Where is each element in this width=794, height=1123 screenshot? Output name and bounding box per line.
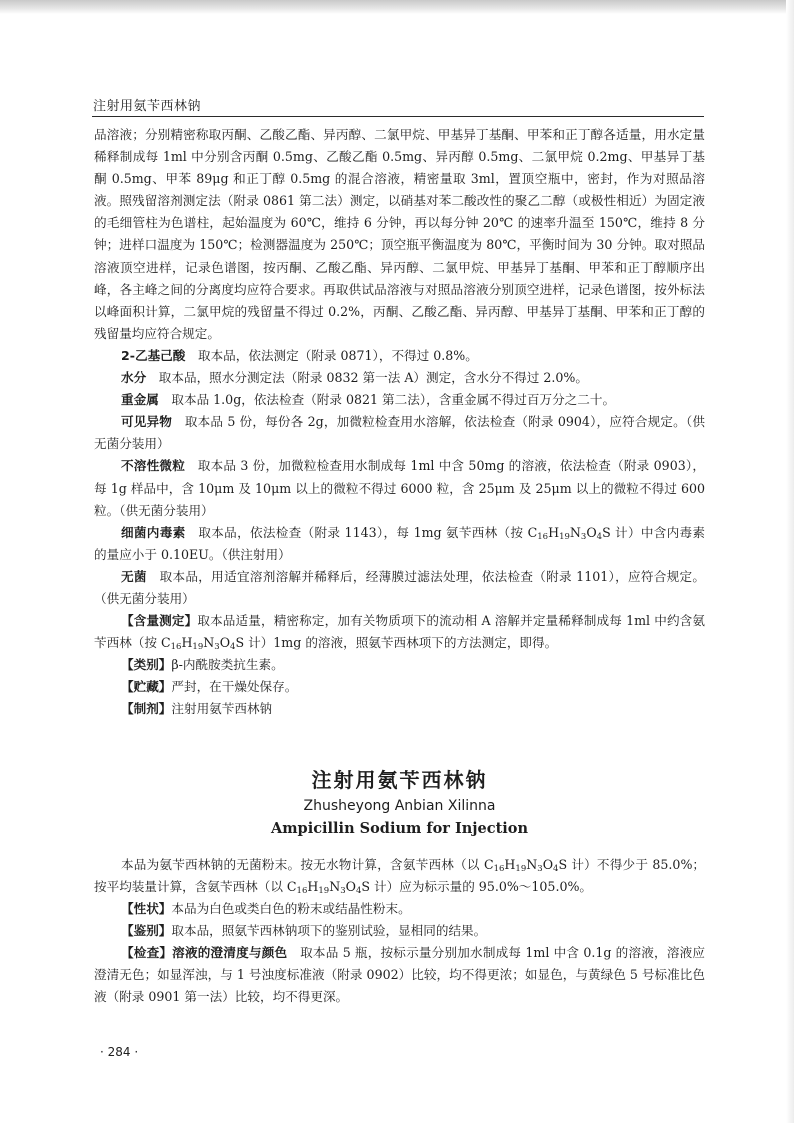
insoluble-particles-label: 不溶性微粒	[121, 458, 185, 474]
formula-c-sub: 16	[170, 642, 182, 653]
solvent-paragraph: 品溶液；分别精密称取丙酮、乙酸乙酯、异丙醇、二氯甲烷、甲基异丁基酮、甲苯和正丁醇各适量，用水定量稀释制成每 1ml 中分别含丙酮 0.5mg、乙酸乙酯 0.5mg、异丙醇 0.5mg、二氯甲烷 0.2mg、甲基异丁基酮 0.5mg、甲苯 89μg 和正丁醇 0.5mg 的混合溶液，精密量取 3ml，置顶空瓶中，密封，作为对照品溶液。照残留溶剂测定法（附录 0861 第二法）测定，以硝基对苯二酸改性的聚乙二醇（或极性相近）为固定液的毛细管柱为色谱柱，起始温度为 60℃，维持 6 分钟，再以每分钟 20℃ 的速率升温至 150℃，维持 8 分钟；进样口温度为 150℃；检测器温度为 250℃；顶空瓶平衡温度为 80℃，平衡时间为 30 分钟。取对照品溶液顶空进样，记录色谱图，按丙酮、乙酸乙酯、异丙醇、二氯甲烷、甲基异丁基酮、甲苯和正丁醇顺序出峰，各主峰之间的分离度均应符合要求。再取供试品溶液与对照品溶液分别顶空进样，记录色谱图，按外标法以峰面积计算，二氯甲烷的残留量不得过 0.2%，丙酮、乙酸乙酯、异丙醇、甲基异丁基酮、甲苯和正丁醇的残留量均应符合规定。	[94, 127, 705, 341]
formula-n-sub: 3	[537, 863, 543, 874]
endotoxin-text-b: 计）中含内毒素的量应小于 0.10EU。（供注射用）	[94, 524, 706, 562]
preparation-label: 【制剂】	[121, 701, 172, 717]
formula-o: O	[219, 635, 231, 651]
properties-text: 本品为白色或类白色的粉末或结晶性粉末。	[171, 900, 411, 916]
formula-o: O	[542, 856, 554, 872]
sterility-label: 无菌	[121, 568, 147, 584]
page-content	[94, 124, 705, 1008]
formula-n-sub: 3	[580, 531, 587, 542]
assay-text-a: 取本品适量，精密称定，加有关物质项下的流动相 A 溶解并定量稀释制成每 1ml 中约含氨苄西林（按 C	[94, 613, 705, 651]
scan-edge	[0, 0, 794, 14]
formula-c-sub: 16	[296, 885, 308, 896]
assay-label: 【含量测定】	[121, 613, 198, 629]
ethylhexanoic-acid-label: 2-乙基己酸	[121, 347, 186, 363]
visible-particles-test	[94, 411, 705, 455]
category-section	[94, 654, 705, 676]
monograph-title-block	[94, 766, 705, 840]
storage-section	[94, 676, 705, 698]
formula-o-sub: 4	[355, 885, 362, 896]
sterility-text: 取本品，用适宜溶剂溶解并稀释后，经薄膜过滤法处理，依法检查（附录 1101），应符合规定。（供无菌分装用）	[94, 568, 705, 606]
intro-text-a: 本品为氨苄西林钠的无菌粉末。按无水物计算，含氨苄西林（以 C	[121, 856, 494, 872]
formula-s: S	[558, 856, 568, 872]
formula-h-sub: 19	[192, 642, 204, 653]
identification-section	[94, 920, 705, 942]
tests-label: 【检查】	[121, 944, 173, 960]
page-number: · 284 ·	[100, 1045, 139, 1059]
formula-n: N	[569, 524, 581, 540]
formula-h-sub: 19	[515, 863, 527, 874]
header-rule	[92, 116, 704, 117]
endotoxin-text-a: 取本品，依法检查（附录 1143），每 1mg 氨苄西林（按 C	[198, 524, 538, 540]
storage-label: 【贮藏】	[121, 679, 172, 695]
monograph-title-english: Ampicillin Sodium for Injection	[270, 819, 529, 837]
formula-c-sub: 16	[537, 531, 549, 542]
formula-n-sub: 3	[214, 642, 220, 653]
clarity-label: 溶液的澄清度与颜色	[172, 944, 288, 960]
ethylhexanoic-acid-test	[94, 345, 705, 367]
category-text: β-内酰胺类抗生素。	[171, 657, 284, 673]
insoluble-particles-test	[94, 455, 705, 521]
formula-n: N	[526, 856, 538, 872]
running-header: 注射用氨苄西林钠	[93, 99, 202, 114]
water-text: 取本品，照水分测定法（附录 0832 第一法 A）测定，含水分不得过 2.0%。	[158, 370, 588, 386]
heavy-metal-test	[94, 389, 705, 411]
category-label: 【类别】	[121, 657, 172, 673]
assay-text-b: 计）1mg 的溶液，照氨苄西林项下的方法测定，即得。	[248, 635, 558, 651]
endotoxin-test	[94, 522, 705, 566]
properties-section	[94, 898, 705, 920]
clarity-text: 取本品 5 瓶，按标示量分别加水制成每 1ml 中含 0.1g 的溶液，溶液应澄清无色；如显浑浊，与 1 号浊度标准液（附录 0902）比较，均不得更浓；如显色，与黄绿色 5 号标准比色液（附录 0901 第一法）比较，均不得更深。	[94, 944, 706, 1005]
formula-o-sub: 4	[596, 531, 603, 542]
formula-c-sub: 16	[493, 863, 505, 874]
formula-o-sub: 4	[553, 863, 559, 874]
intro-text-c: 计）应为标示量的 95.0%～105.0%。	[374, 878, 593, 894]
formula-h: H	[307, 878, 319, 894]
properties-label: 【性状】	[121, 900, 172, 916]
formula-o: O	[345, 878, 356, 894]
identification-label: 【鉴别】	[121, 922, 172, 938]
preparation-section	[94, 698, 705, 720]
identification-text: 取本品，照氨苄西林钠项下的鉴别试验，显相同的结果。	[171, 922, 487, 938]
formula-o-sub: 4	[230, 642, 236, 653]
formula-h: H	[504, 856, 516, 872]
formula-n: N	[329, 878, 341, 894]
storage-text: 严封，在干燥处保存。	[171, 679, 298, 695]
preparation-text: 注射用氨苄西林钠	[171, 701, 273, 717]
visible-particles-label: 可见异物	[121, 414, 173, 430]
sterility-test	[94, 566, 705, 610]
insoluble-particles-text: 取本品 3 份，加微粒检查用水制成每 1ml 中含 50mg 的溶液，依法检查（附录 0903），每 1g 样品中，含 10μm 及 10μm 以上的微粒不得过 6000 粒，含 25μm 及 25μm 以上的微粒不得过 600 粒。（供无菌分装用）	[94, 458, 706, 518]
water-label: 水分	[121, 370, 147, 386]
water-test	[94, 367, 705, 389]
ethylhexanoic-acid-text: 取本品，依法测定（附录 0871），不得过 0.8%。	[197, 347, 478, 363]
endotoxin-label: 细菌内毒素	[121, 524, 186, 540]
formula-s: S	[235, 635, 245, 651]
formula-s: S	[602, 524, 611, 540]
formula-h: H	[181, 635, 193, 651]
heavy-metal-label: 重金属	[121, 392, 159, 408]
formula-s: S	[361, 878, 371, 894]
monograph-title-chinese: 注射用氨苄西林钠	[311, 767, 488, 792]
heavy-metal-text: 取本品 1.0g，依法检查（附录 0821 第二法），含重金属不得过百万分之二十。	[171, 392, 616, 408]
formula-h-sub: 19	[318, 885, 330, 896]
formula-n-sub: 3	[340, 885, 346, 896]
formula-o: O	[586, 524, 597, 540]
monograph-intro	[94, 854, 705, 898]
assay-section	[94, 610, 705, 654]
monograph-title-pinyin: Zhusheyong Anbian Xilinna	[303, 797, 496, 814]
intro-text-b: 计）不得少于 85.0%；按平均装量计算，含氨苄西林（以 C	[94, 856, 706, 894]
tests-section	[94, 942, 705, 1008]
formula-h: H	[548, 524, 560, 540]
scan-right-edge	[786, 0, 794, 1123]
formula-h-sub: 19	[559, 531, 570, 542]
formula-n: N	[203, 635, 215, 651]
visible-particles-text: 取本品 5 份，每份各 2g，加微粒检查用水溶解，依法检查（附录 0904），应符合规定。（供无菌分装用）	[94, 414, 706, 452]
